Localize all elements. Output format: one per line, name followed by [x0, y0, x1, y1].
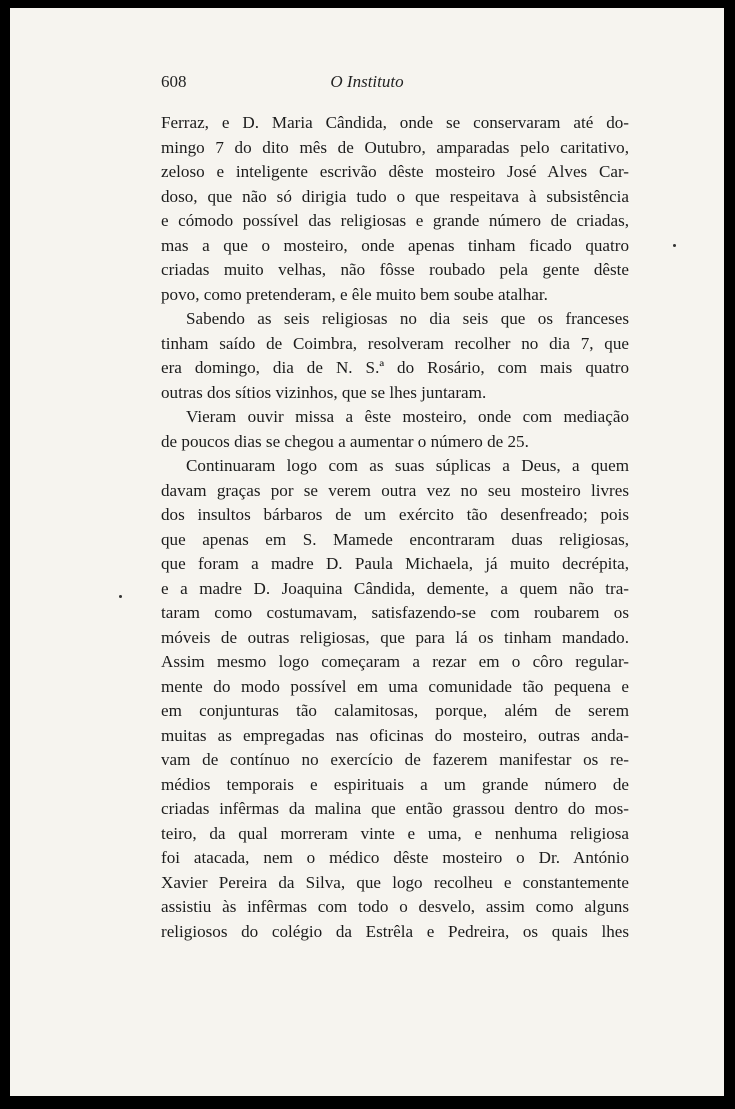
text-line: e cómodo possível das religiosas e grande número de criadas, — [161, 211, 629, 230]
text-line: que apenas em S. Mamede encontraram duas religiosas, — [161, 529, 629, 549]
text-line: zeloso e inteligente escrivão dêste mosteiro José Alves Car- — [161, 162, 629, 181]
margin-speck — [673, 244, 676, 247]
text-line: dos insultos bárbaros de um exército tão desenfreado; pois — [161, 505, 629, 524]
text-line: taram como costumavam, satisfazendo-se com roubarem os — [161, 603, 629, 622]
text-line: povo, como pretenderam, e êle muito bem soube atalhar. — [161, 284, 548, 304]
text-line: mas a que o mosteiro, onde apenas tinham ficado quatro — [161, 235, 629, 255]
text-line: médios temporais e espirituais a um grande número de — [161, 774, 629, 794]
text-line: teiro, da qual morreram vinte e uma, e nenhuma religiosa — [161, 823, 629, 843]
text-line: Continuaram logo com as suas súplicas a Deus, a quem — [186, 456, 629, 475]
running-title: O Instituto — [330, 72, 404, 91]
text-line: religiosos do colégio da Estrêla e Pedreira, os quais lhes — [161, 921, 629, 941]
text-line: muitas as empregadas nas oficinas do mosteiro, outras anda- — [161, 725, 629, 745]
text-line: Vieram ouvir missa a êste mosteiro, onde com mediação — [186, 407, 629, 426]
text-line: era domingo, dia de N. S.ª do Rosário, com mais quatro — [161, 358, 629, 377]
text-line: de poucos dias se chegou a aumentar o número de 25. — [161, 431, 529, 451]
text-line: em conjunturas tão calamitosas, porque, além de serem — [161, 701, 629, 720]
body-text — [161, 111, 629, 944]
text-line: móveis de outras religiosas, que para lá os tinham mandado. — [161, 627, 629, 647]
margin-speck — [119, 595, 122, 598]
page-header — [10, 72, 724, 96]
text-line: e a madre D. Joaquina Cândida, demente, a quem não tra- — [161, 578, 629, 598]
text-line: mingo 7 do dito mês de Outubro, amparadas pelo caritativo, — [161, 137, 629, 157]
text-line: vam de contínuo no exercício de fazerem manifestar os re- — [161, 750, 629, 769]
page-number: 608 — [161, 72, 187, 91]
text-line: foi atacada, nem o médico dêste mosteiro o Dr. António — [161, 848, 629, 867]
text-line: doso, que não só dirigia tudo o que respeitava à subsistência — [161, 186, 629, 206]
text-line: outras dos sítios vizinhos, que se lhes juntaram. — [161, 382, 487, 402]
text-line: criadas infêrmas da malina que então grassou dentro do mos- — [161, 799, 629, 818]
text-line: Xavier Pereira da Silva, que logo recolheu e constantemente — [161, 872, 629, 892]
text-line: assistiu às infêrmas com todo o desvelo, assim como alguns — [161, 897, 629, 916]
text-line: Sabendo as seis religiosas no dia seis que os franceses — [186, 309, 629, 328]
text-line: tinham saído de Coimbra, resolveram recolher no dia 7, que — [161, 333, 629, 353]
text-line: Assim mesmo logo começaram a rezar em o côro regular- — [161, 652, 629, 671]
text-line: que foram a madre D. Paula Michaela, já muito decrépita, — [161, 554, 629, 573]
book-page — [10, 8, 724, 1096]
text-line: Ferraz, e D. Maria Cândida, onde se conservaram até do- — [161, 113, 629, 132]
text-line: criadas muito velhas, não fôsse roubado pela gente dêste — [161, 260, 629, 279]
text-line: davam graças por se verem outra vez no seu mosteiro livres — [161, 480, 629, 500]
text-line: mente do modo possível em uma comunidade tão pequena e — [161, 676, 629, 696]
